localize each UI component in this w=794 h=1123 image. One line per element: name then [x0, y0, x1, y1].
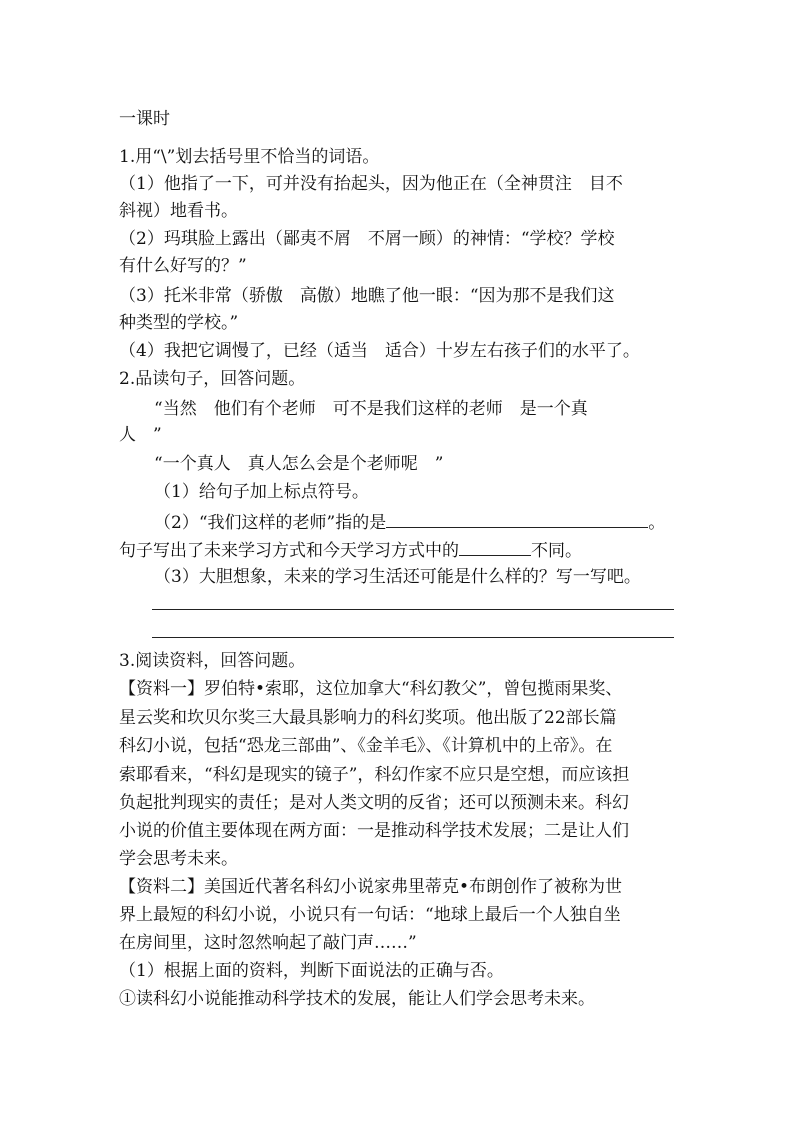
q3-statement-1: ①读科幻小说能推动科学技术的发展，能让人们学会思考未来。 — [119, 989, 595, 1009]
answer-line-2[interactable] — [152, 637, 674, 638]
q1-item-1-line-2: 斜视）地看书。 — [119, 201, 238, 221]
q3-title: 3.阅读资料，回答问题。 — [119, 651, 306, 671]
q1-item-4: （4）我把它调慢了，已经（适当 适合）十岁左右孩子们的水平了。 — [119, 341, 640, 361]
lesson-label: 一课时 — [119, 109, 170, 129]
material-1-line-5: 负起批判现实的责任；是对人类文明的反省；还可以预测未来。科幻 — [119, 793, 629, 813]
q1-item-2-line-1: （2）玛琪脸上露出（鄙夷不屑 不屑一顾）的神情：“学校？学校 — [119, 229, 615, 249]
q2-sub-3: （3）大胆想象，未来的学习生活还可能是什么样的？写一写吧。 — [154, 567, 641, 587]
material-2-line-1: 【资料二】美国近代著名科幻小说家弗里蒂克•布朗创作了被称为世 — [119, 877, 623, 897]
material-1-line-3: 科幻小说，包括“恐龙三部曲”、《金羊毛》、《计算机中的上帝》。在 — [119, 736, 613, 756]
q2-sub-2-prefix: （2）“我们这样的老师”指的是 — [154, 513, 387, 533]
material-2-line-2: 界上最短的科幻小说，小说只有一句话：“地球上最后一个人独自坐 — [119, 905, 621, 925]
q2-sub-2-line-1 — [154, 507, 724, 536]
q2-sentence-2: “一个真人 真人怎么会是个老师呢 ” — [154, 454, 444, 474]
material-1-line-7: 学会思考未来。 — [119, 849, 238, 869]
q3-sub-1: （1）根据上面的资料，判断下面说法的正确与否。 — [119, 961, 504, 981]
material-2-line-3: 在房间里，这时忽然响起了敲门声……” — [119, 933, 417, 953]
q1-title: 1.用“\”划去括号里不恰当的词语。 — [119, 147, 380, 167]
q1-item-2-line-2: 有什么好写的？” — [119, 256, 247, 276]
q2-sub-2-line-2-prefix: 句子写出了未来学习方式和今天学习方式中的 — [119, 541, 459, 561]
answer-blank-difference[interactable] — [459, 535, 531, 556]
q2-sub-2-end: 。 — [648, 513, 666, 533]
material-1-line-4: 索耶看来，“科幻是现实的镜子”，科幻作家不应只是空想，而应该担 — [119, 765, 630, 785]
material-1-line-2: 星云奖和坎贝尔奖三大最具影响力的科幻奖项。他出版了22部长篇 — [119, 708, 617, 728]
q1-item-1-line-1: （1）他指了一下，可并没有抬起头，因为他正在（全神贯注 目不 — [119, 174, 623, 194]
q2-sentence-1-line-1: “当然 他们有个老师 可不是我们这样的老师 是一个真 — [154, 399, 588, 419]
answer-line-1[interactable] — [152, 609, 674, 610]
material-1-line-1: 【资料一】罗伯特•索耶，这位加拿大“科幻教父”，曾包揽雨果奖、 — [119, 679, 623, 699]
material-1-line-6: 小说的价值主要体现在两方面：一是推动科学技术发展；二是让人们 — [119, 821, 629, 841]
q2-sub-2-line-2-suffix: 不同。 — [531, 541, 582, 561]
answer-blank-teacher[interactable] — [386, 507, 648, 528]
q2-sub-1: （1）给句子加上标点符号。 — [154, 482, 369, 502]
q1-item-3-line-2: 种类型的学校。” — [119, 313, 239, 333]
q2-title: 2.品读句子，回答问题。 — [119, 369, 306, 389]
q1-item-3-line-1: （3）托米非常（骄傲 高傲）地瞧了他一眼：“因为那不是我们这 — [119, 286, 615, 306]
q2-sentence-1-line-2: 人 ” — [119, 425, 162, 445]
q2-sub-2-line-2 — [119, 535, 689, 564]
